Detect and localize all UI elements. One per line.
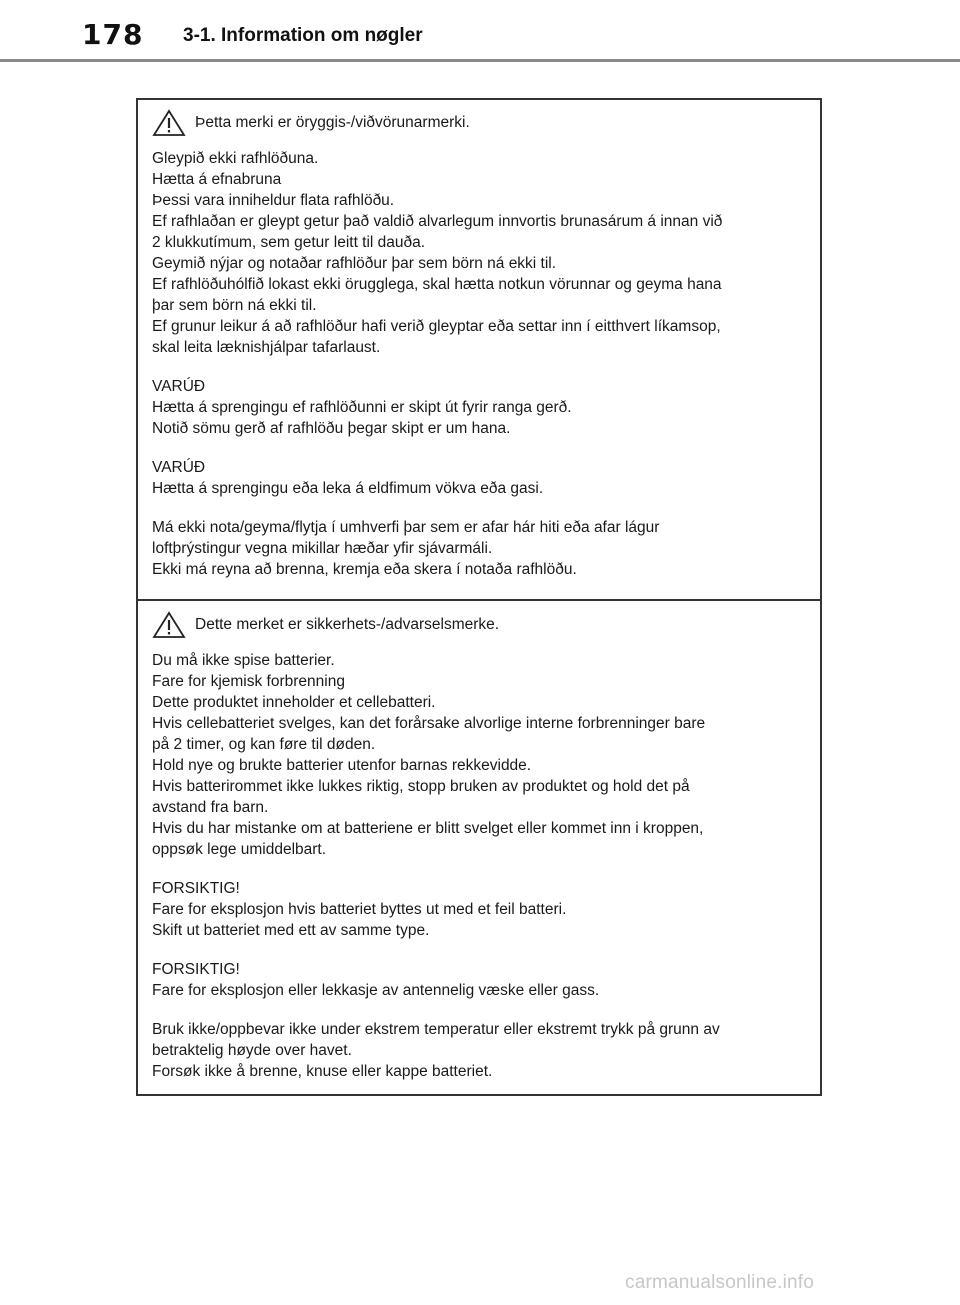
text-line: Hætta á sprengingu ef rafhlöðunni er skipt út fyrir ranga gerð. xyxy=(152,399,572,416)
section-title: 3-1. Information om nøgler xyxy=(183,25,423,46)
text-line: VARÚÐ xyxy=(152,378,206,395)
norwegian-text xyxy=(152,650,810,1082)
text-line: þar sem börn ná ekki til. xyxy=(152,297,317,314)
icelandic-text xyxy=(152,148,810,580)
text-line: Gleypið ekki rafhlöðuna. xyxy=(152,150,319,167)
text-line: Hold nye og brukte batterier utenfor barnas rekkevidde. xyxy=(152,757,532,774)
text-line: Ekki má reyna að brenna, kremja eða skera í notaða rafhlöðu. xyxy=(152,561,577,578)
norwegian-paragraph xyxy=(152,650,810,860)
text-line: Skift ut batteriet med ett av samme type. xyxy=(152,922,430,939)
text-line: Ef rafhlöðuhólfið lokast ekki örugglega, skal hætta notkun vörunnar og geyma hana xyxy=(152,276,722,293)
warning-label-box xyxy=(136,98,822,1096)
text-line: Hvis du har mistanke om at batteriene er blitt svelget eller kommet inn i kroppen, xyxy=(152,820,704,837)
warning-triangle-icon xyxy=(152,611,186,639)
text-line: Hætta á efnabruna xyxy=(152,171,282,188)
text-line: Forsøk ikke å brenne, knuse eller kappe batteriet. xyxy=(152,1063,493,1080)
text-line: Fare for eksplosjon eller lekkasje av antennelig væske eller gass. xyxy=(152,982,600,999)
icelandic-paragraph xyxy=(152,457,810,499)
norwegian-heading: Dette merket er sikkerhets-/advarselsmerke. xyxy=(195,616,500,633)
text-line: loftþrýstingur vegna mikillar hæðar yfir sjávarmáli. xyxy=(152,540,493,557)
text-line: Notið sömu gerð af rafhlöðu þegar skipt er um hana. xyxy=(152,420,511,437)
text-line: Fare for eksplosjon hvis batteriet byttes ut med et feil batteri. xyxy=(152,901,567,918)
text-line: VARÚÐ xyxy=(152,459,206,476)
icelandic-section xyxy=(152,108,810,598)
text-line: Du må ikke spise batterier. xyxy=(152,652,335,669)
text-line: Hvis cellebatteriet svelges, kan det forårsake alvorlige interne forbrenninger bare xyxy=(152,715,706,732)
norwegian-section xyxy=(152,610,810,1100)
norwegian-paragraph xyxy=(152,878,810,941)
text-line: avstand fra barn. xyxy=(152,799,269,816)
icelandic-paragraph xyxy=(152,376,810,439)
section-divider xyxy=(138,599,820,601)
page-header xyxy=(0,0,960,64)
header-rule xyxy=(0,59,960,62)
text-line: oppsøk lege umiddelbart. xyxy=(152,841,327,858)
text-line: på 2 timer, og kan føre til døden. xyxy=(152,736,376,753)
text-line: Hvis batterirommet ikke lukkes riktig, stopp bruken av produktet og hold det på xyxy=(152,778,690,795)
text-line: Dette produktet inneholder et cellebatteri. xyxy=(152,694,436,711)
icelandic-heading: Þetta merki er öryggis-/viðvörunarmerki. xyxy=(195,114,470,131)
text-line: Geymið nýjar og notaðar rafhlöður þar sem börn ná ekki til. xyxy=(152,255,557,272)
norwegian-paragraph xyxy=(152,1019,810,1082)
text-line: Fare for kjemisk forbrenning xyxy=(152,673,345,690)
text-line: Má ekki nota/geyma/flytja í umhverfi þar sem er afar hár hiti eða afar lágur xyxy=(152,519,660,536)
watermark: carmanualsonline.info xyxy=(625,1272,815,1293)
norwegian-heading-row xyxy=(152,610,810,640)
icelandic-paragraph xyxy=(152,517,810,580)
text-line: FORSIKTIG! xyxy=(152,880,240,897)
text-line: betraktelig høyde over havet. xyxy=(152,1042,352,1059)
text-line: 2 klukkutímum, sem getur leitt til dauða. xyxy=(152,234,426,251)
text-line: skal leita læknishjálpar tafarlaust. xyxy=(152,339,381,356)
icelandic-paragraph xyxy=(152,148,810,358)
text-line: Ef grunur leikur á að rafhlöður hafi verið gleyptar eða settar inn í eitthvert líkamsop, xyxy=(152,318,721,335)
warning-triangle-icon xyxy=(152,109,186,137)
text-line: Bruk ikke/oppbevar ikke under ekstrem temperatur eller ekstremt trykk på grunn av xyxy=(152,1021,720,1038)
icelandic-heading-row xyxy=(152,108,810,138)
text-line: FORSIKTIG! xyxy=(152,961,240,978)
text-line: Þessi vara inniheldur flata rafhlöðu. xyxy=(152,192,395,209)
text-line: Ef rafhlaðan er gleypt getur það valdið alvarlegum innvortis brunasárum á innan við xyxy=(152,213,723,230)
text-line: Hætta á sprengingu eða leka á eldfimum vökva eða gasi. xyxy=(152,480,544,497)
norwegian-paragraph xyxy=(152,959,810,1001)
page-number: 178 xyxy=(82,18,144,51)
